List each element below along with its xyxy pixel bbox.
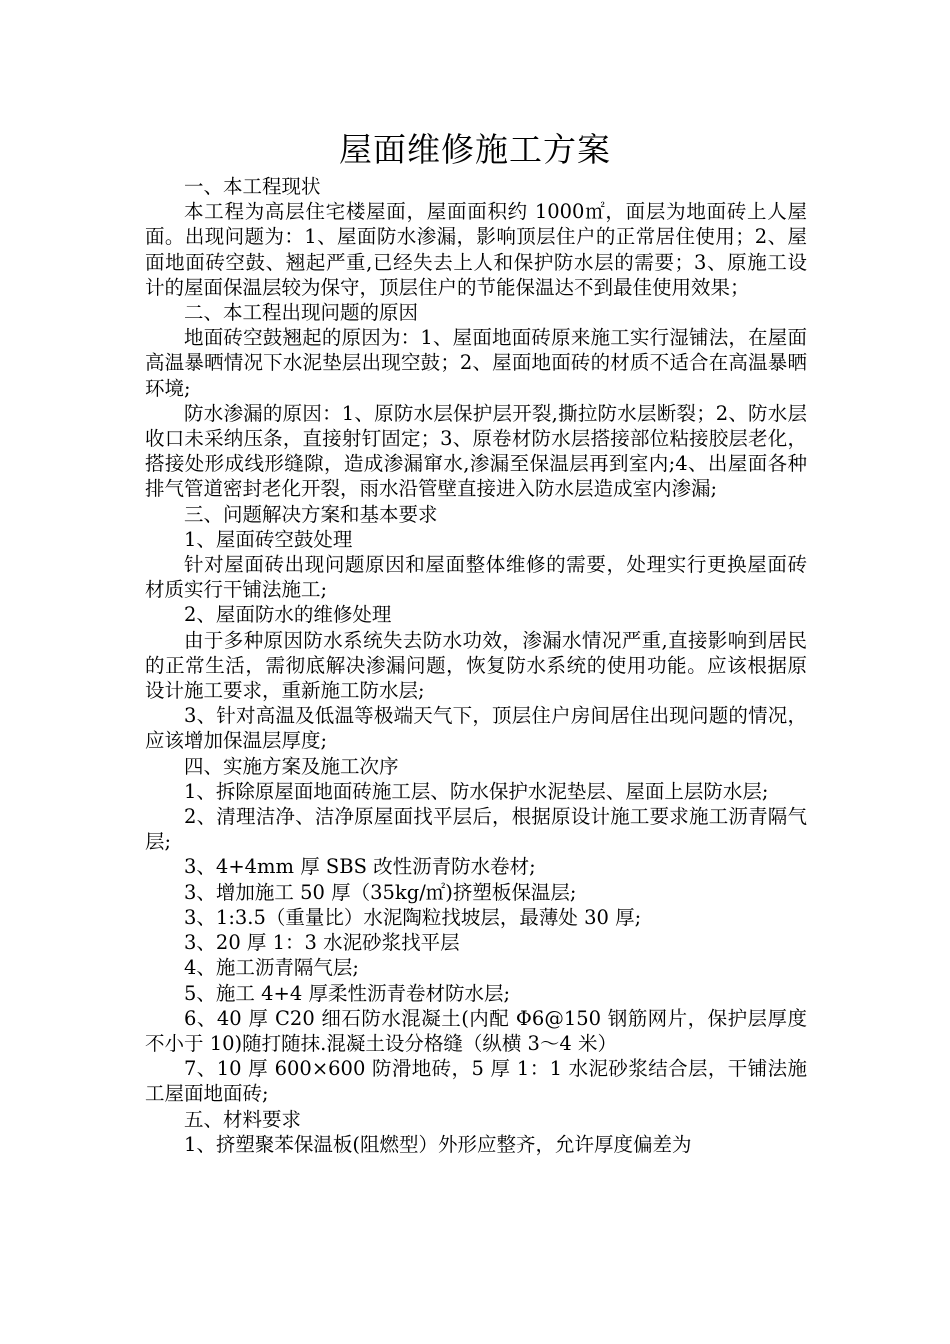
list-item: 1、挤塑聚苯保温板(阻燃型）外形应整齐，允许厚度偏差为 [184, 1132, 692, 1156]
list-item: 6、40 厚 C20 细石防水混凝土(内配 Φ6@150 钢筋网片，保护层厚度不小于 10)随打随抹.混凝土设分格缝（纵横 3～4 米） [145, 1006, 807, 1055]
document-title: 屋面维修施工方案 [339, 130, 611, 169]
list-item: 3、1:3.5（重量比）水泥陶粒找坡层，最薄处 30 厚; [184, 905, 642, 929]
list-item: 3、4+4mm 厚 SBS 改性沥青防水卷材; [184, 855, 536, 879]
list-item: 5、施工 4+4 厚柔性沥青卷材防水层; [184, 981, 511, 1005]
section-heading: 三、问题解决方案和基本要求 [184, 502, 438, 526]
document-body [145, 174, 807, 1157]
paragraph: 防水渗漏的原因：1、原防水层保护层开裂,撕拉防水层断裂；2、防水层收口未采纳压条，直接射钉固定；3、原卷材防水层搭接部位粘接胶层老化，搭接处形成线形缝隙，造成渗漏窜水,渗漏至保温层再到室内;4、出屋面各种排气管道密封老化开裂，雨水沿管壁直接进入防水层造成室内渗漏; [145, 401, 807, 501]
section-heading: 二、本工程出现问题的原因 [184, 301, 419, 325]
section-heading: 四、实施方案及施工次序 [184, 754, 399, 778]
list-item: 4、施工沥青隔气层; [184, 956, 359, 980]
subheading: 2、屋面防水的维修处理 [184, 603, 392, 627]
list-item: 7、10 厚 600×600 防滑地砖，5 厚 1：1 水泥砂浆结合层，干铺法施工屋面地面砖; [145, 1057, 807, 1106]
subheading: 1、屋面砖空鼓处理 [184, 527, 353, 551]
section-heading: 五、材料要求 [184, 1107, 302, 1131]
paragraph: 地面砖空鼓翘起的原因为：1、屋面地面砖原来施工实行湿铺法，在屋面高温暴晒情况下水泥垫层出现空鼓；2、屋面地面砖的材质不适合在高温暴晒环境; [145, 326, 807, 400]
paragraph: 针对屋面砖出现问题原因和屋面整体维修的需要，处理实行更换屋面砖材质实行干铺法施工; [145, 553, 807, 602]
paragraph: 3、针对高温及低温等极端天气下，顶层住户房间居住出现问题的情况，应该增加保温层厚度; [145, 704, 807, 753]
paragraph: 由于多种原因防水系统失去防水功效，渗漏水情况严重,直接影响到居民的正常生活，需彻底解决渗漏问题，恢复防水系统的使用功能。应该根据原设计施工要求，重新施工防水层; [145, 628, 807, 703]
list-item: 1、拆除原屋面地面砖施工层、防水保护水泥垫层、屋面上层防水层; [184, 779, 769, 803]
list-item: 3、20 厚 1：3 水泥砂浆找平层 [184, 931, 460, 955]
paragraph: 本工程为高层住宅楼屋面，屋面面积约 1000㎡，面层为地面砖上人屋面。出现问题为：1、屋面防水渗漏，影响顶层住户的正常居住使用；2、屋面地面砖空鼓、翘起严重,已经失去上人和保护防水层的需要；3、原施工设计的屋面保温层较为保守，顶层住户的节能保温达不到最佳使用效果； [145, 200, 807, 299]
section-heading: 一、本工程现状 [184, 175, 321, 198]
list-item: 2、清理洁净、洁净原屋面找平层后，根据原设计施工要求施工沥青隔气层; [145, 805, 807, 854]
list-item: 3、增加施工 50 厚（35kg/㎡)挤塑板保温层; [184, 880, 577, 904]
